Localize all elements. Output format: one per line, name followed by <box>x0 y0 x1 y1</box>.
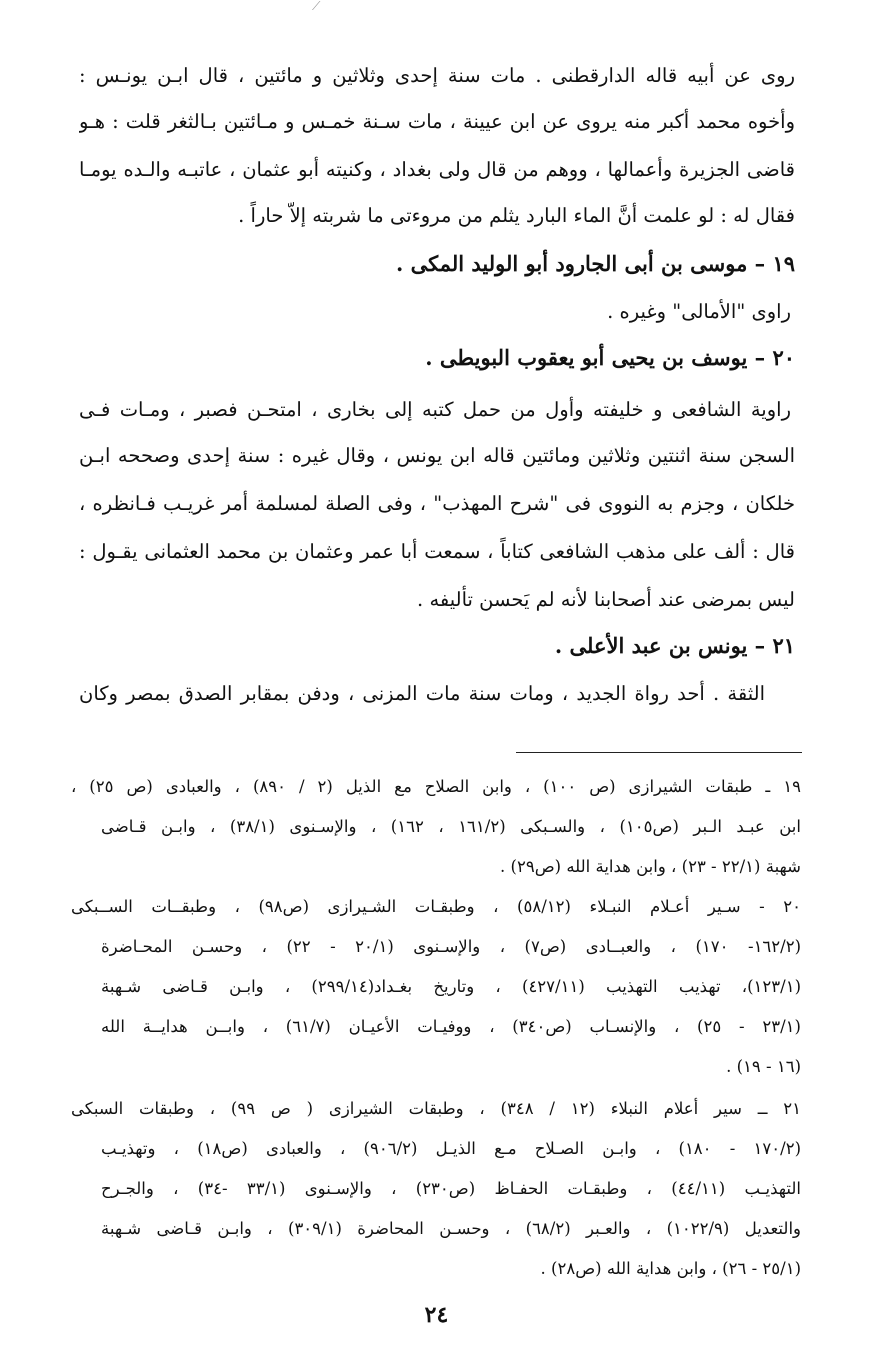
body-line: روى عن أبيه قاله الدارقطنى . مات سنة إحدى وثلاثين و مائتين ، قال ابـن يونـس : <box>79 64 795 87</box>
body-line: ليس بمرضى عند أصحابنا لأنه لم يَحسن تأليفه . <box>417 588 795 611</box>
footnote-line: شهبة (٢٢/١ - ٢٣) ، وابن هداية الله (ص٢٩) . <box>500 857 801 876</box>
footnote-line: (٢٥/١ - ٢٦) ، وابن هداية الله (ص٢٨) . <box>540 1259 801 1278</box>
body-line: قال : ألف على مذهب الشافعى كتاباً ، سمعت أبا عمر وعثمان بن محمد العثمانى يقـول : <box>79 540 795 563</box>
footnote-line: ١٩ ـ طبقات الشيرازى (ص ١٠٠) ، وابن الصلاح مع الذيل (٢ / ٨٩٠) ، والعبادى (ص ٢٥) ، <box>71 777 801 796</box>
body-line: فقال له : لو علمت أنَّ الماء البارد يثلم من مروءتى ما شربته إلاّ حاراً . <box>238 204 795 227</box>
footnote-line: التهذيـب (٤٤/١١) ، وطبقـات الحفـاظ (ص٢٣٠) ، والإسـنوى (٣٣/١ -٣٤) ، والجـرح <box>101 1179 801 1198</box>
footnote-line: والتعديل (١٠٢٢/٩) ، والعـبر (٦٨/٢) ، وحسـن المحاضرة (٣٠٩/١) ، وابـن قـاضى شـهبة <box>101 1219 801 1238</box>
body-line: قاضى الجزيرة وأعمالها ، ووهم من قال ولى بغداد ، وكنيته أبو عثمان ، عاتبـه والـده يومـا <box>79 158 795 181</box>
body-line: السجن سنة اثنتين وثلاثين ومائتين قاله ابن يونس ، وقال غيره : سنة إحدى وصححه ابـن <box>79 444 795 467</box>
body-line: راوية الشافعى و خليفته وأول من حمل كتبه إلى بخارى ، امتحـن فصبر ، ومـات فـى <box>79 398 791 421</box>
body-line: راوى "الأمالى" وغيره . <box>607 300 791 323</box>
scan-mark: ⟋ <box>312 0 321 13</box>
body-line: وأخوه محمد أكبر منه يروى عن ابن عيينة ، مات سـنة خمـس و مـائتين بـالثغر قلت : هـو <box>79 110 795 133</box>
footnote-line: (٢٣/١ - ٢٥) ، والإنسـاب (ص٣٤٠) ، ووفيـات الأعيـان (٦١/٧) ، وابــن هدايــة الله <box>101 1017 801 1036</box>
footnote-line: (١٦ - ١٩) . <box>726 1057 801 1076</box>
footnote-line: ابن عبـد الـبر (ص١٠٥) ، والسـبكى (١٦١/٢ ، ١٦٢) ، والإسـنوى (٣٨/١) ، وابـن قـاضى <box>101 817 801 836</box>
footnote-line: (١٢٣/١)، تهذيب التهذيب (٤٢٧/١١) ، وتاريخ بغـداد(٢٩٩/١٤) ، وابـن قـاضى شـهبة <box>101 977 801 996</box>
footnote-line: ٢٠ - سـير أعـلام النبـلاء (٥٨/١٢) ، وطبقـات الشـيرازى (ص٩٨) ، وطبقــات الســبكى <box>71 897 801 916</box>
footnote-line: (١٧٠/٢ - ١٨٠) ، وابـن الصـلاح مـع الذيـل (٩٠٦/٢) ، والعبادى (ص١٨) ، وتهذيـب <box>101 1139 801 1158</box>
page-number: ٢٤ <box>424 1302 449 1328</box>
entry-heading-20: ٢٠ – يوسف بن يحيى أبو يعقوب البويطى . <box>425 345 795 370</box>
footnote-line: (١٦٢/٢- ١٧٠) ، والعبــادى (ص٧) ، والإسـنوى (٢٠/١ - ٢٢) ، وحسـن المحـاضرة <box>101 937 801 956</box>
footnote-separator <box>516 752 802 753</box>
body-line: خلكان ، وجزم به النووى فى "شرح المهذب" ، وفى الصلة لمسلمة أمر غريـب فـانظره ، <box>79 492 795 515</box>
entry-heading-21: ٢١ – يونس بن عبد الأعلى . <box>554 633 795 658</box>
footnote-line: ٢١ ــ سير أعلام النبلاء (١٢ / ٣٤٨) ، وطبقات الشيرازى ( ص ٩٩) ، وطبقات السبكى <box>71 1099 801 1118</box>
body-line: الثقة . أحد رواة الجديد ، ومات سنة مات المزنى ، ودفن بمقابر الصدق بمصر وكان <box>79 682 765 705</box>
entry-heading-19: ١٩ – موسى بن أبى الجارود أبو الوليد المكى . <box>395 251 795 276</box>
